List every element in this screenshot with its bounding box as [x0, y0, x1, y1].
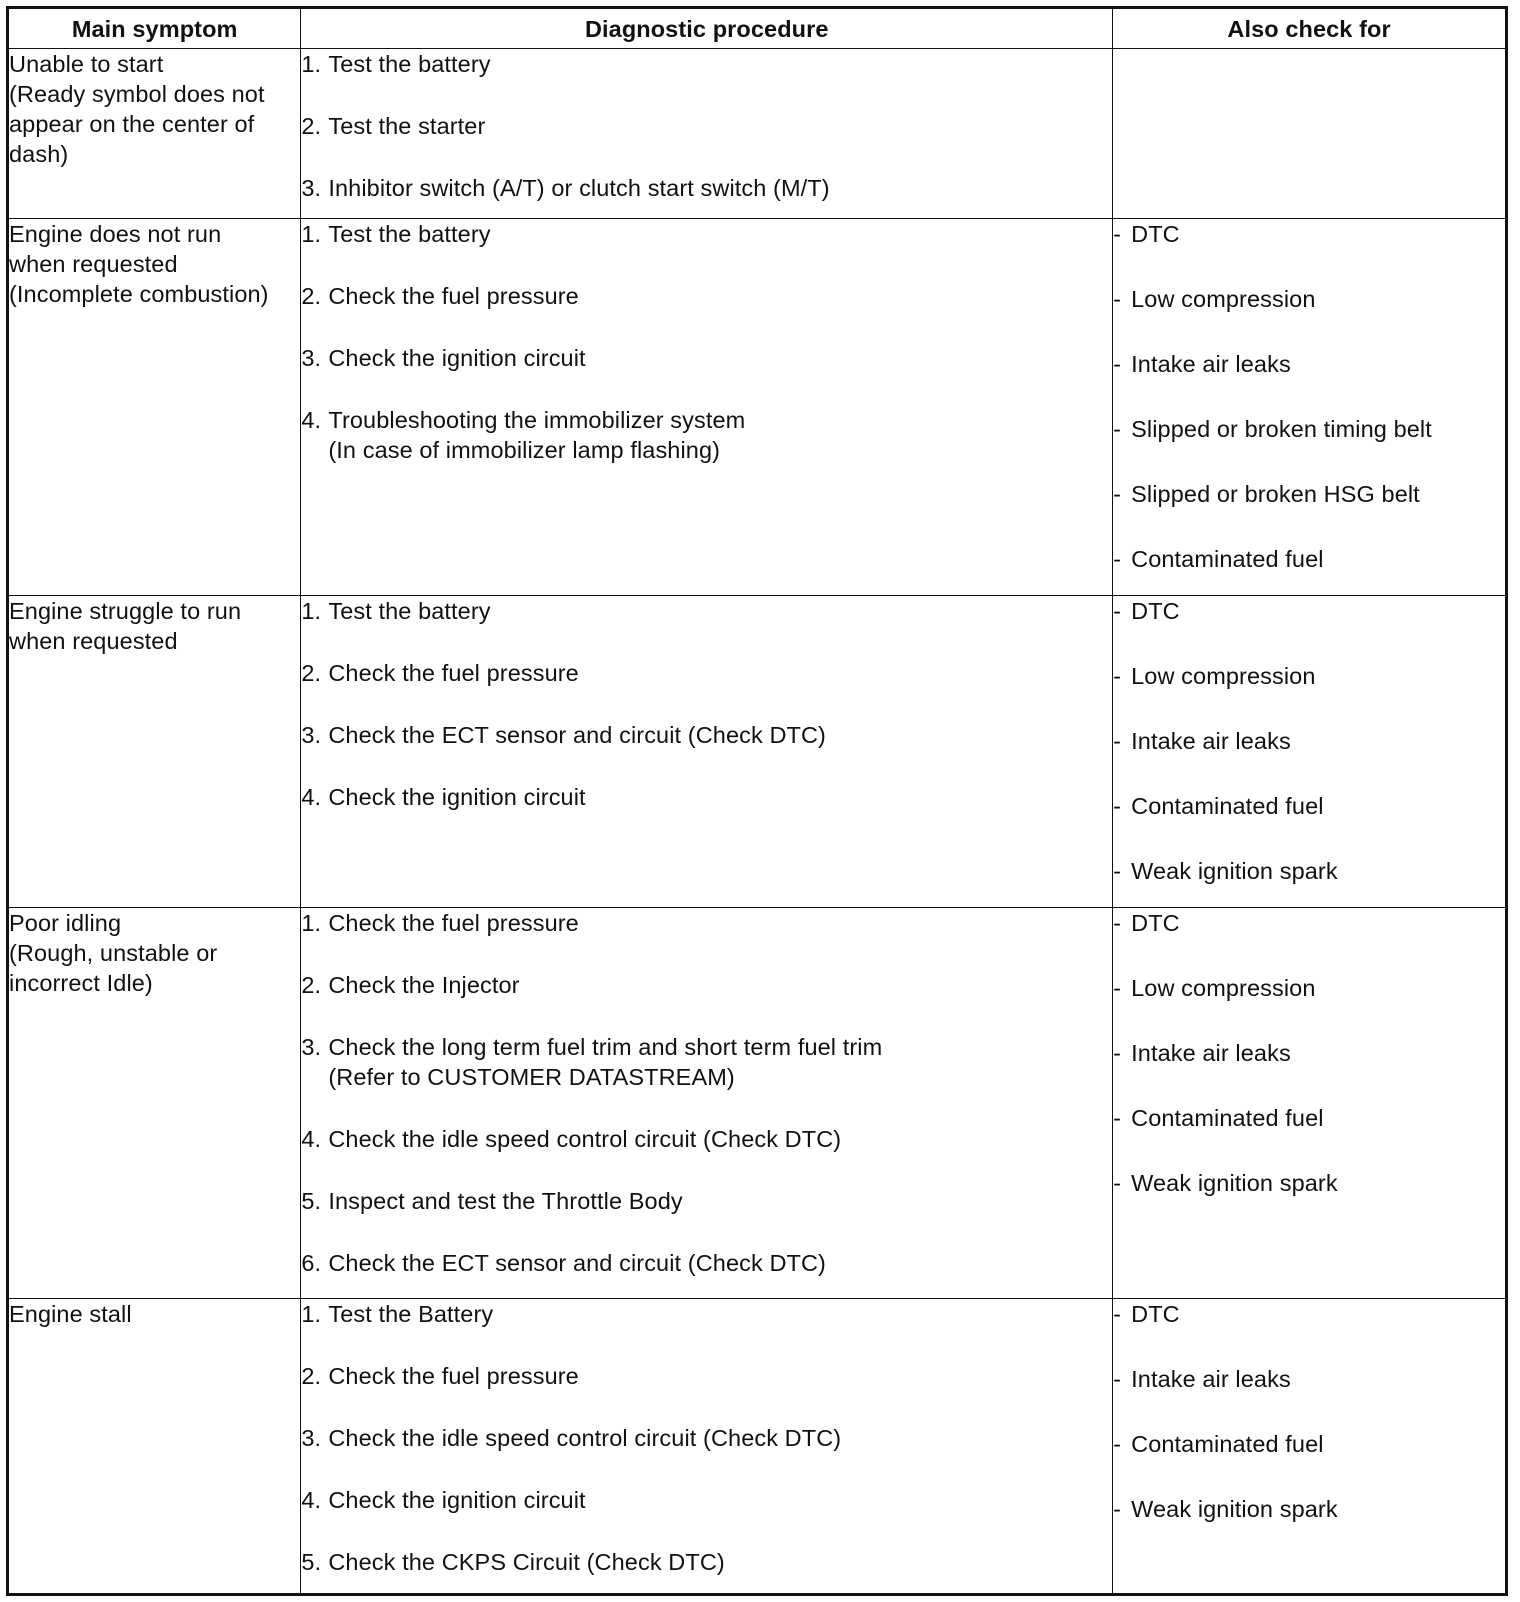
table-row: [8, 907, 1507, 1298]
diagnostic-procedure-cell: [301, 907, 1113, 1298]
list-dash: -: [1113, 1039, 1122, 1066]
procedure-step: [301, 908, 1112, 938]
diagnostic-procedure-cell: [301, 1298, 1113, 1594]
step-text: Troubleshooting the immobilizer system (In case of immobilizer lamp flashing): [328, 406, 746, 463]
also-check-text: Intake air leaks: [1131, 1039, 1291, 1066]
also-check-text: Intake air leaks: [1131, 350, 1291, 377]
procedure-step: [301, 281, 1112, 311]
procedure-step: [301, 1361, 1112, 1391]
list-dash: -: [1113, 1300, 1122, 1327]
step-text: Inspect and test the Throttle Body: [328, 1187, 683, 1214]
also-check-item: [1113, 1299, 1505, 1329]
procedure-step: [301, 49, 1112, 79]
also-check-cell: [1113, 218, 1507, 596]
also-check-text: Contaminated fuel: [1131, 545, 1324, 572]
also-check-text: Intake air leaks: [1131, 1365, 1291, 1392]
list-dash: -: [1113, 858, 1122, 885]
also-check-text: Intake air leaks: [1131, 728, 1291, 755]
step-text: Check the fuel pressure: [328, 1362, 579, 1389]
diagnostic-procedure-cell: [301, 218, 1113, 596]
list-dash: -: [1113, 663, 1122, 690]
step-text: Check the fuel pressure: [328, 909, 579, 936]
step-number: 2.: [301, 660, 322, 687]
list-dash: -: [1113, 545, 1122, 572]
procedure-step: [301, 1423, 1112, 1453]
step-text: Check the fuel pressure: [328, 660, 579, 687]
procedure-step: [301, 1248, 1112, 1278]
also-check-text: Low compression: [1131, 285, 1316, 312]
also-check-item: [1113, 1103, 1505, 1133]
list-dash: -: [1113, 220, 1122, 247]
procedure-step: [301, 343, 1112, 373]
also-check-text: Low compression: [1131, 663, 1316, 690]
main-symptom-cell: Unable to start (Ready symbol does not appear on the center of dash): [8, 49, 301, 219]
also-check-text: Weak ignition spark: [1131, 1169, 1338, 1196]
step-text: Check the idle speed control circuit (Check DTC): [328, 1125, 842, 1152]
list-dash: -: [1113, 285, 1122, 312]
procedure-step: [301, 1547, 1112, 1577]
procedure-step: [301, 782, 1112, 812]
diagnostic-table: [6, 6, 1508, 1596]
step-number: 1.: [301, 598, 322, 625]
step-number: 2.: [301, 113, 322, 139]
step-text: Check the CKPS Circuit (Check DTC): [328, 1548, 725, 1575]
also-check-cell: [1113, 907, 1507, 1298]
also-check-text: Contaminated fuel: [1131, 1430, 1324, 1457]
also-check-item: [1113, 1364, 1505, 1394]
list-dash: -: [1113, 480, 1122, 507]
step-number: 2.: [301, 971, 322, 998]
step-number: 3.: [301, 344, 322, 371]
list-dash: -: [1113, 350, 1122, 377]
list-dash: -: [1113, 728, 1122, 755]
step-text: Test the battery: [328, 598, 491, 625]
procedure-step: [301, 596, 1112, 626]
list-dash: -: [1113, 793, 1122, 820]
also-check-text: DTC: [1131, 220, 1180, 247]
also-check-text: Slipped or broken HSG belt: [1131, 480, 1420, 507]
step-number: 5.: [301, 1187, 322, 1214]
step-text: Check the ignition circuit: [328, 1486, 586, 1513]
procedure-step: [301, 970, 1112, 1000]
also-check-text: Contaminated fuel: [1131, 793, 1324, 820]
also-check-text: DTC: [1131, 598, 1180, 625]
also-check-item: [1113, 908, 1505, 938]
step-text: Check the long term fuel trim and short term fuel trim (Refer to CUSTOMER DATASTREAM): [328, 1033, 883, 1090]
step-number: 4.: [301, 1125, 322, 1152]
table-body: [8, 49, 1507, 1595]
header-also-check-for: Also check for: [1113, 8, 1507, 49]
also-check-text: Low compression: [1131, 974, 1316, 1001]
list-dash: -: [1113, 909, 1122, 936]
procedure-step: [301, 720, 1112, 750]
also-check-item: [1113, 479, 1505, 509]
also-check-item: [1113, 1429, 1505, 1459]
also-check-item: [1113, 791, 1505, 821]
step-text: Test the starter: [328, 113, 486, 139]
also-check-item: [1113, 1168, 1505, 1198]
step-text: Check the ECT sensor and circuit (Check DTC): [328, 1249, 826, 1276]
step-number: 5.: [301, 1548, 322, 1575]
also-check-text: Weak ignition spark: [1131, 858, 1338, 885]
table-row: [8, 596, 1507, 907]
also-check-text: Weak ignition spark: [1131, 1495, 1338, 1522]
step-number: 4.: [301, 406, 322, 433]
step-number: 4.: [301, 1486, 322, 1513]
step-number: 3.: [301, 722, 322, 749]
also-check-item: [1113, 661, 1505, 691]
step-text: Check the ignition circuit: [328, 784, 586, 811]
list-dash: -: [1113, 1365, 1122, 1392]
also-check-item: [1113, 596, 1505, 626]
list-dash: -: [1113, 598, 1122, 625]
table-row: [8, 49, 1507, 219]
diagnostic-procedure-cell: [301, 49, 1113, 219]
step-number: 4.: [301, 784, 322, 811]
step-number: 3.: [301, 175, 322, 201]
also-check-text: Contaminated fuel: [1131, 1104, 1324, 1131]
procedure-step: [301, 173, 1112, 203]
also-check-item: [1113, 414, 1505, 444]
step-number: 1.: [301, 909, 322, 936]
list-dash: -: [1113, 1495, 1122, 1522]
also-check-cell: [1113, 49, 1507, 219]
also-check-text: Slipped or broken timing belt: [1131, 415, 1432, 442]
header-diagnostic-procedure: Diagnostic procedure: [301, 8, 1113, 49]
list-dash: -: [1113, 1169, 1122, 1196]
also-check-item: [1113, 973, 1505, 1003]
step-number: 3.: [301, 1424, 322, 1451]
step-text: Test the Battery: [328, 1300, 494, 1327]
procedure-step: [301, 658, 1112, 688]
procedure-step: [301, 1124, 1112, 1154]
procedure-step: [301, 1485, 1112, 1515]
table-row: [8, 218, 1507, 596]
table-row: [8, 1298, 1507, 1594]
step-number: 3.: [301, 1033, 322, 1060]
step-number: 2.: [301, 1362, 322, 1389]
procedure-step: [301, 1032, 1112, 1092]
also-check-cell: [1113, 596, 1507, 907]
procedure-step: [301, 111, 1112, 141]
list-dash: -: [1113, 1430, 1122, 1457]
step-text: Check the Injector: [328, 971, 520, 998]
main-symptom-cell: Engine struggle to run when requested: [8, 596, 301, 907]
diagnostic-procedure-cell: [301, 596, 1113, 907]
procedure-step: [301, 219, 1112, 249]
step-text: Check the idle speed control circuit (Check DTC): [328, 1424, 842, 1451]
also-check-item: [1113, 349, 1505, 379]
also-check-text: DTC: [1131, 909, 1180, 936]
step-text: Check the ECT sensor and circuit (Check DTC): [328, 722, 826, 749]
step-text: Check the ignition circuit: [328, 344, 586, 371]
step-number: 1.: [301, 1300, 322, 1327]
also-check-item: [1113, 726, 1505, 756]
also-check-item: [1113, 856, 1505, 886]
list-dash: -: [1113, 415, 1122, 442]
also-check-cell: [1113, 1298, 1507, 1594]
also-check-item: [1113, 1494, 1505, 1524]
step-text: Inhibitor switch (A/T) or clutch start switch (M/T): [328, 175, 830, 201]
list-dash: -: [1113, 974, 1122, 1001]
header-row: [8, 8, 1507, 49]
also-check-item: [1113, 544, 1505, 574]
also-check-item: [1113, 284, 1505, 314]
list-dash: -: [1113, 1104, 1122, 1131]
step-number: 1.: [301, 51, 322, 77]
main-symptom-cell: Poor idling (Rough, unstable or incorrect Idle): [8, 907, 301, 1298]
header-main-symptom: Main symptom: [8, 8, 301, 49]
step-text: Test the battery: [328, 51, 491, 77]
also-check-item: [1113, 1038, 1505, 1068]
step-text: Check the fuel pressure: [328, 282, 579, 309]
main-symptom-cell: Engine does not run when requested (Incomplete combustion): [8, 218, 301, 596]
step-number: 6.: [301, 1249, 322, 1276]
step-text: Test the battery: [328, 220, 491, 247]
procedure-step: [301, 1299, 1112, 1329]
step-number: 2.: [301, 282, 322, 309]
also-check-text: DTC: [1131, 1300, 1180, 1327]
procedure-step: [301, 1186, 1112, 1216]
also-check-item: [1113, 219, 1505, 249]
procedure-step: [301, 405, 1112, 465]
step-number: 1.: [301, 220, 322, 247]
main-symptom-cell: Engine stall: [8, 1298, 301, 1594]
